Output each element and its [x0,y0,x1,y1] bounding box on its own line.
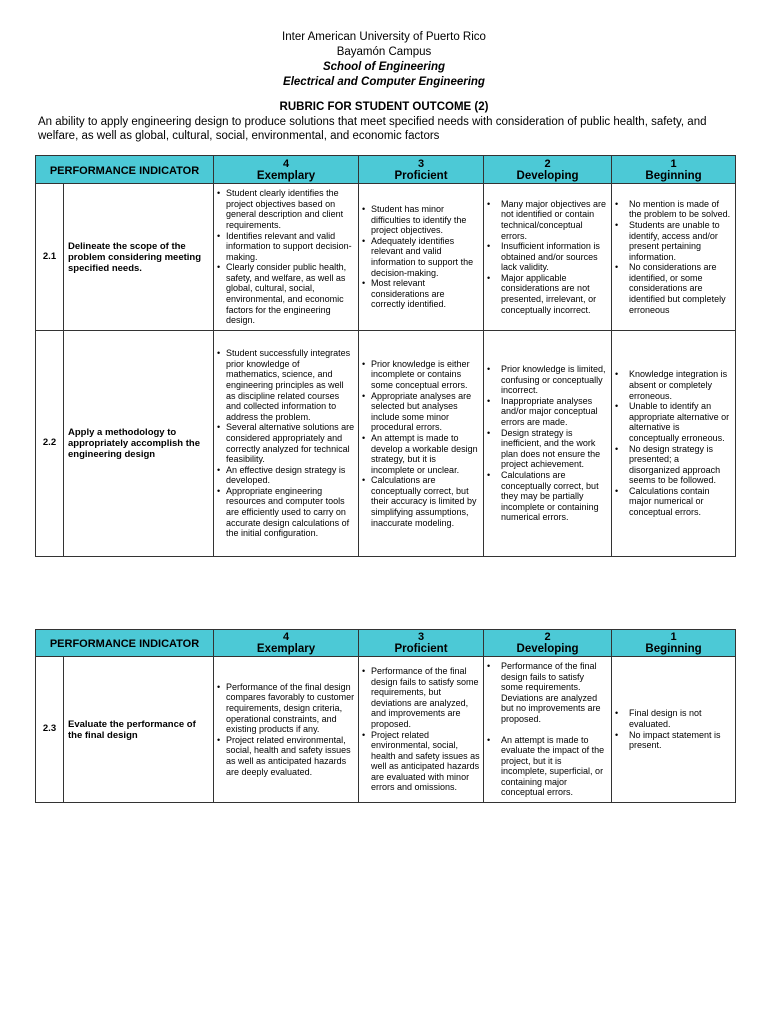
level-number: 3 [417,157,425,170]
cell-developing [484,331,612,557]
level-number: 1 [670,631,677,643]
level-label: Proficient [394,169,448,182]
criteria-item: • Appropriate analyses are selected but analyses include some minor procedural errors. [362,391,480,433]
level-label: Proficient [394,643,448,655]
level-label: Exemplary [256,169,316,182]
department-name: Electrical and Computer Engineering [283,76,485,88]
header-performance-indicator: PERFORMANCE INDICATOR [36,630,214,657]
criteria-item: • Unable to identify an appropriate alternative or alternative is conceptually erroneous. [615,401,732,443]
criteria-list [484,660,611,799]
level-label: Developing [516,169,579,182]
level-label: Developing [516,643,579,655]
criteria-item: • Project related environmental, social, health and safety issues as well as anticipated hazards are deeply evaluated. [217,735,355,777]
criteria-item: • Knowledge integration is absent or completely erroneous. [615,369,732,401]
criteria-item: • Performance of the final design fails to satisfy some requirements, but deviations are analyzed, and improvements are proposed. [362,666,480,730]
criteria-item: • Calculations are conceptually correct, but they may be partially incomplete or containing numerical errors. [487,470,608,523]
header-beginning [612,630,736,657]
criteria-item: • Final design is not evaluated. [615,708,732,729]
indicator-id: 2.2 [36,331,64,557]
criteria-item: • Prior knowledge is either incomplete or contains some conceptual errors. [362,359,480,391]
criteria-item: • Identifies relevant and valid information to support decision-making. [217,231,355,263]
indicator-id: 2.3 [36,657,64,803]
cell-proficient [359,331,484,557]
outcome-statement: An ability to apply engineering design to produce solutions that meet specified needs with consideration of public health, safety, and welfare, as well as global, cultural, social, environmental, and economic factors [38,116,707,142]
rubric-table-2 [35,629,736,803]
criteria-list [359,203,483,311]
criteria-item: • No mention is made of the problem to be solved. [615,199,732,220]
criteria-item: • Students are unable to identify, access and/or present pertaining information. [615,220,732,262]
school-name: School of Engineering [322,61,446,73]
criteria-item: • Calculations contain major numerical or conceptual errors. [615,486,732,518]
criteria-item: • Inappropriate analyses and/or major conceptual errors are made. [487,396,608,428]
cell-beginning [612,184,736,331]
level-number: 1 [670,157,677,170]
criteria-list [484,198,611,317]
criteria-item: • Many major objectives are not identified or contain technical/conceptual errors. [487,199,608,241]
criteria-item: • Major applicable considerations are not presented, irrelevant, or conceptually incorrect. [487,273,608,315]
cell-proficient [359,657,484,803]
criteria-item: • Student successfully integrates prior knowledge of mathematics, science, and engineering principles as well as discipline related courses and collected information to address the problem. [217,348,355,422]
criteria-item: • Calculations are conceptually correct, but their accuracy is limited by simplifying assumptions, inaccurate modeling. [362,475,480,528]
rubric-table-1 [35,155,736,557]
criteria-list [484,363,611,524]
criteria-item: • Project related environmental, social, health and safety issues as well as anticipated hazards are evaluated with minor errors and omissions. [362,730,480,794]
level-label: Exemplary [256,643,316,655]
cell-proficient [359,184,484,331]
level-number: 4 [282,157,290,170]
cell-exemplary [214,184,359,331]
document-header [0,30,768,90]
criteria-list [612,707,735,751]
criteria-item: • An effective design strategy is developed. [217,465,355,486]
indicator-description: Evaluate the performance of the final design [64,657,214,803]
level-number: 2 [544,631,551,643]
cell-exemplary [214,657,359,803]
cell-beginning [612,657,736,803]
criteria-list [359,358,483,530]
header-proficient [359,630,484,657]
criteria-list [612,198,735,317]
criteria-item: • An attempt is made to develop a workable design strategy, but it is incomplete or unclear. [362,433,480,475]
criteria-item: • Appropriate engineering resources and computer tools are efficiently used to carry on accurate design calculations of the initial configuration. [217,486,355,539]
criteria-item: • Student has minor difficulties to identify the project objectives. [362,204,480,236]
indicator-id: 2.1 [36,184,64,331]
criteria-item: • Adequately identifies relevant and valid information to support the decision-making. [362,236,480,278]
cell-beginning [612,331,736,557]
table-row [36,331,736,557]
criteria-item: • Performance of the final design fails to satisfy some requirements. Deviations are analyzed but no improvements are proposed. [487,661,608,725]
cell-developing [484,184,612,331]
level-number: 4 [282,631,290,643]
university-name: Inter American University of Puerto Rico [282,31,486,43]
header-developing [484,630,612,657]
indicator-description: Delineate the scope of the problem considering meeting specified needs. [64,184,214,331]
criteria-item: • No design strategy is presented; a disorganized approach seems to be followed. [615,444,732,486]
level-label: Beginning [645,169,702,182]
criteria-list [359,665,483,794]
level-number: 3 [417,631,425,643]
criteria-list [214,681,358,778]
header-developing [484,156,612,184]
header-proficient [359,156,484,184]
cell-exemplary [214,331,359,557]
table-row [36,657,736,803]
criteria-item: • Performance of the final design compares favorably to customer requirements, design criteria, operational constraints, and existing products if any. [217,682,355,735]
criteria-item: • Most relevant considerations are correctly identified. [362,278,480,310]
header-beginning [612,156,736,184]
criteria-item: • Student clearly identifies the project objectives based on general description and client requirements. [217,188,355,230]
criteria-item: • Insufficient information is obtained and/or sources lack validity. [487,241,608,273]
criteria-item: • Several alternative solutions are considered appropriately and correctly analyzed for technical feasibility. [217,422,355,464]
criteria-list [214,187,358,327]
rubric-title: RUBRIC FOR STUDENT OUTCOME (2) [279,101,489,113]
level-number: 2 [544,157,551,170]
criteria-item: • No impact statement is present. [615,730,732,751]
criteria-list [612,368,735,518]
campus-name: Bayamón Campus [336,46,432,58]
header-exemplary [214,156,359,184]
criteria-item: • An attempt is made to evaluate the impact of the project, but it is incomplete, superficial, or containing major conceptual errors. [487,735,608,799]
cell-developing [484,657,612,803]
criteria-item: • No considerations are identified, or some considerations are identified but completely erroneous [615,262,732,315]
criteria-item: • Clearly consider public health, safety, and welfare, as well as global, cultural, social, environmental, and economic factors for the engineering design. [217,262,355,326]
header-exemplary [214,630,359,657]
criteria-item: • Prior knowledge is limited, confusing or conceptually incorrect. [487,364,608,396]
table-row [36,184,736,331]
criteria-list [214,347,358,540]
header-performance-indicator: PERFORMANCE INDICATOR [36,156,214,184]
criteria-item: • Design strategy is inefficient, and the work plan does not ensure the project achievement. [487,428,608,470]
indicator-description: Apply a methodology to appropriately accomplish the engineering design [64,331,214,557]
level-label: Beginning [645,643,702,655]
